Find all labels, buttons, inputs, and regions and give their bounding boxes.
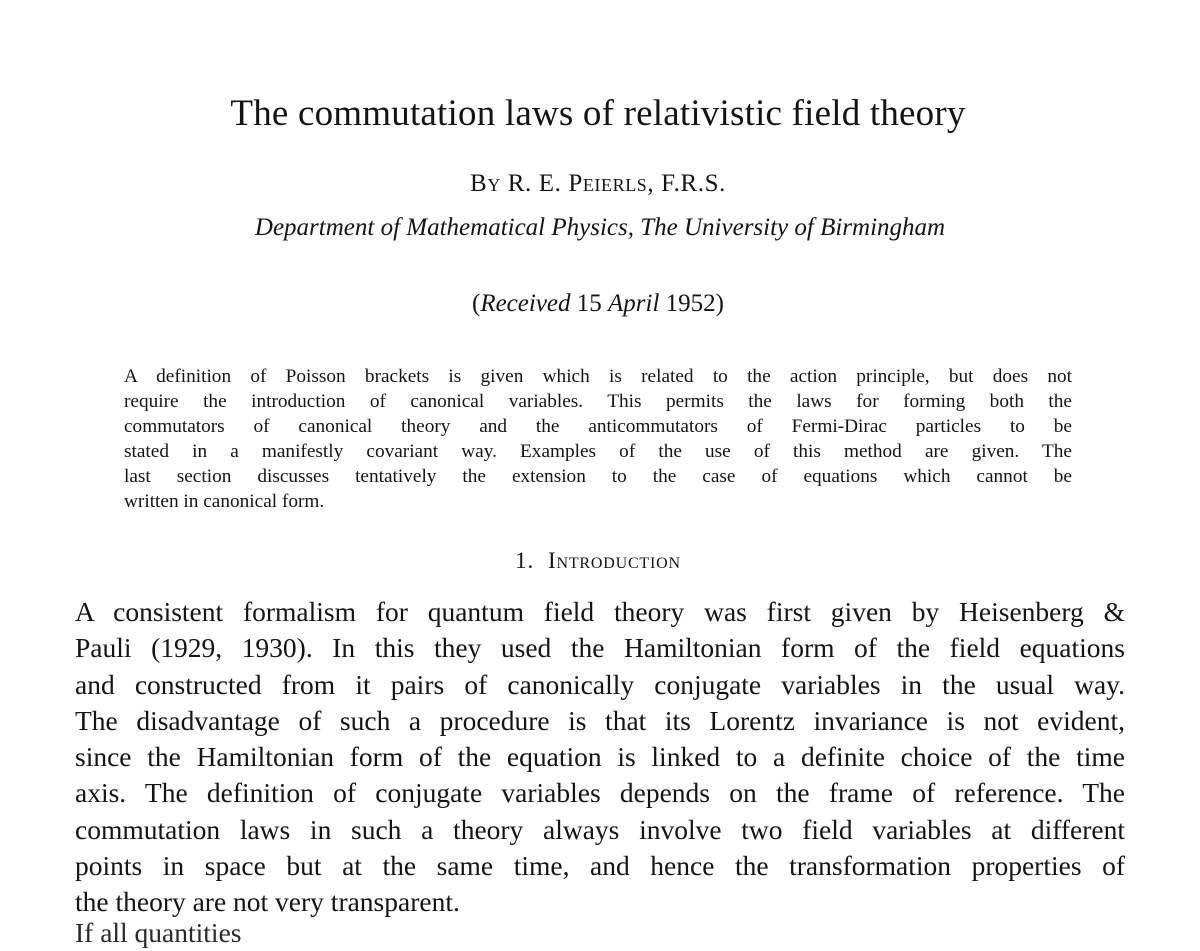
abstract-line: commutators of canonical theory and the anticommutators of Fermi-Dirac particles to be <box>124 416 1072 437</box>
received-word: Received <box>480 290 571 317</box>
paper-title: The commutation laws of relativistic field theory <box>230 93 966 134</box>
abstract-line: A definition of Poisson brackets is given which is related to the action principle, but does not <box>124 366 1072 387</box>
body-line: Pauli (1929, 1930). In this they used the Hamiltonian form of the field equations <box>75 632 1125 664</box>
cutoff-line: If all quantities <box>75 917 242 948</box>
abstract-line: require the introduction of canonical variables. This permits the laws for forming both the <box>124 391 1072 412</box>
received-year: 1952) <box>659 290 724 317</box>
received-month: April <box>608 290 660 317</box>
body-line: since the Hamiltonian form of the equation is linked to a definite choice of the time <box>75 741 1125 773</box>
received-date <box>0 290 1196 318</box>
body-paragraph <box>75 594 1125 921</box>
body-line: axis. The definition of conjugate variables depends on the frame of reference. The <box>75 777 1125 809</box>
abstract-line: written in canonical form. <box>124 491 325 512</box>
received-day: 15 <box>570 290 609 317</box>
section-name: Introduction <box>548 548 681 573</box>
section-number: 1. <box>515 548 535 573</box>
abstract-line: last section discusses tentatively the extension to the case of equations which cannot be <box>124 466 1072 487</box>
section-heading <box>0 548 1196 574</box>
body-line: and constructed from it pairs of canonically conjugate variables in the usual way. <box>75 668 1125 700</box>
received-open: ( <box>471 290 481 317</box>
body-line: The disadvantage of such a procedure is that its Lorentz invariance is not evident, <box>75 704 1125 736</box>
author-line: By R. E. Peierls, F.R.S. <box>470 170 726 197</box>
affiliation-line: Department of Mathematical Physics, The University of Birmingham <box>254 214 946 241</box>
body-line: A consistent formalism for quantum field theory was first given by Heisenberg & <box>75 596 1125 627</box>
body-line: commutation laws in such a theory always involve two field variables at different <box>75 813 1125 845</box>
abstract <box>124 364 1072 514</box>
body-line: points in space but at the same time, and hence the transformation properties of <box>75 850 1125 882</box>
body-line: the theory are not very transparent. <box>75 886 460 918</box>
abstract-line: stated in a manifestly covariant way. Examples of the use of this method are given. The <box>124 441 1072 462</box>
